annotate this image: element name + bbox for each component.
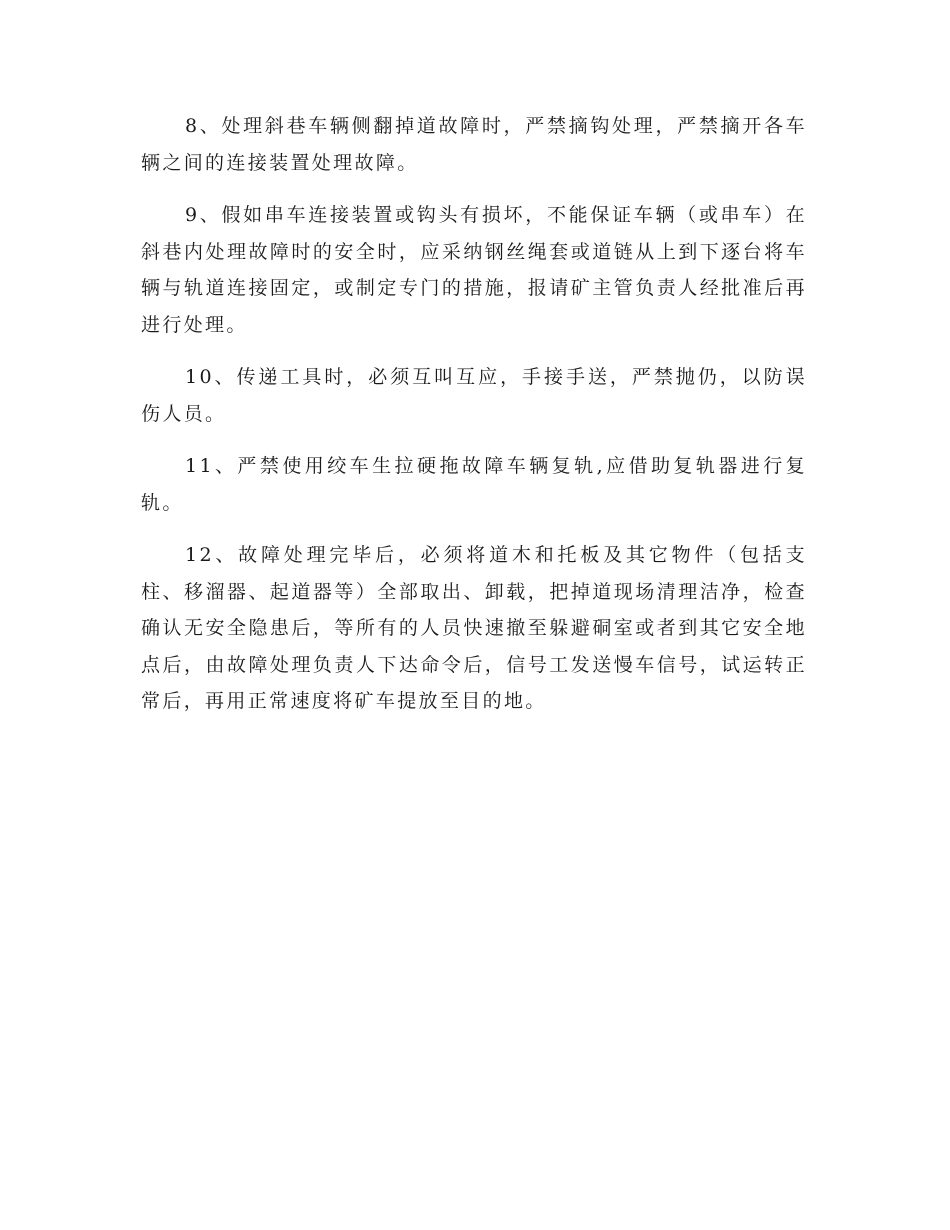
- paragraph-item-11: 11、严禁使用绞车生拉硬拖故障车辆复轨,应借助复轨器进行复轨。: [141, 455, 807, 514]
- paragraph-item-12: 12、故障处理完毕后，必须将道木和托板及其它物件（包括支柱、移溜器、起道器等）全部取出、卸载，把掉道现场清理洁净，检查确认无安全隐患后，等所有的人员快速撤至躲避硐室或者到其它安全地点后，由故障处理负责人下达命令后，信号工发送慢车信号，试运转正常后，再用正常速度将矿车提放至目的地。: [141, 544, 807, 712]
- paragraph-item-9: 9、假如串车连接装置或钩头有损坏，不能保证车辆（或串车）在斜巷内处理故障时的安全时，应采纳钢丝绳套或道链从上到下逐台将车辆与轨道连接固定，或制定专门的措施，报请矿主管负责人经批准后再进行处理。: [141, 204, 807, 336]
- document-body: [141, 108, 807, 736]
- paragraph-item-8: 8、处理斜巷车辆侧翻掉道故障时，严禁摘钩处理，严禁摘开各车辆之间的连接装置处理故障。: [141, 115, 807, 174]
- paragraph-item-10: 10、传递工具时，必须互叫互应，手接手送，严禁抛仍，以防误伤人员。: [141, 366, 807, 425]
